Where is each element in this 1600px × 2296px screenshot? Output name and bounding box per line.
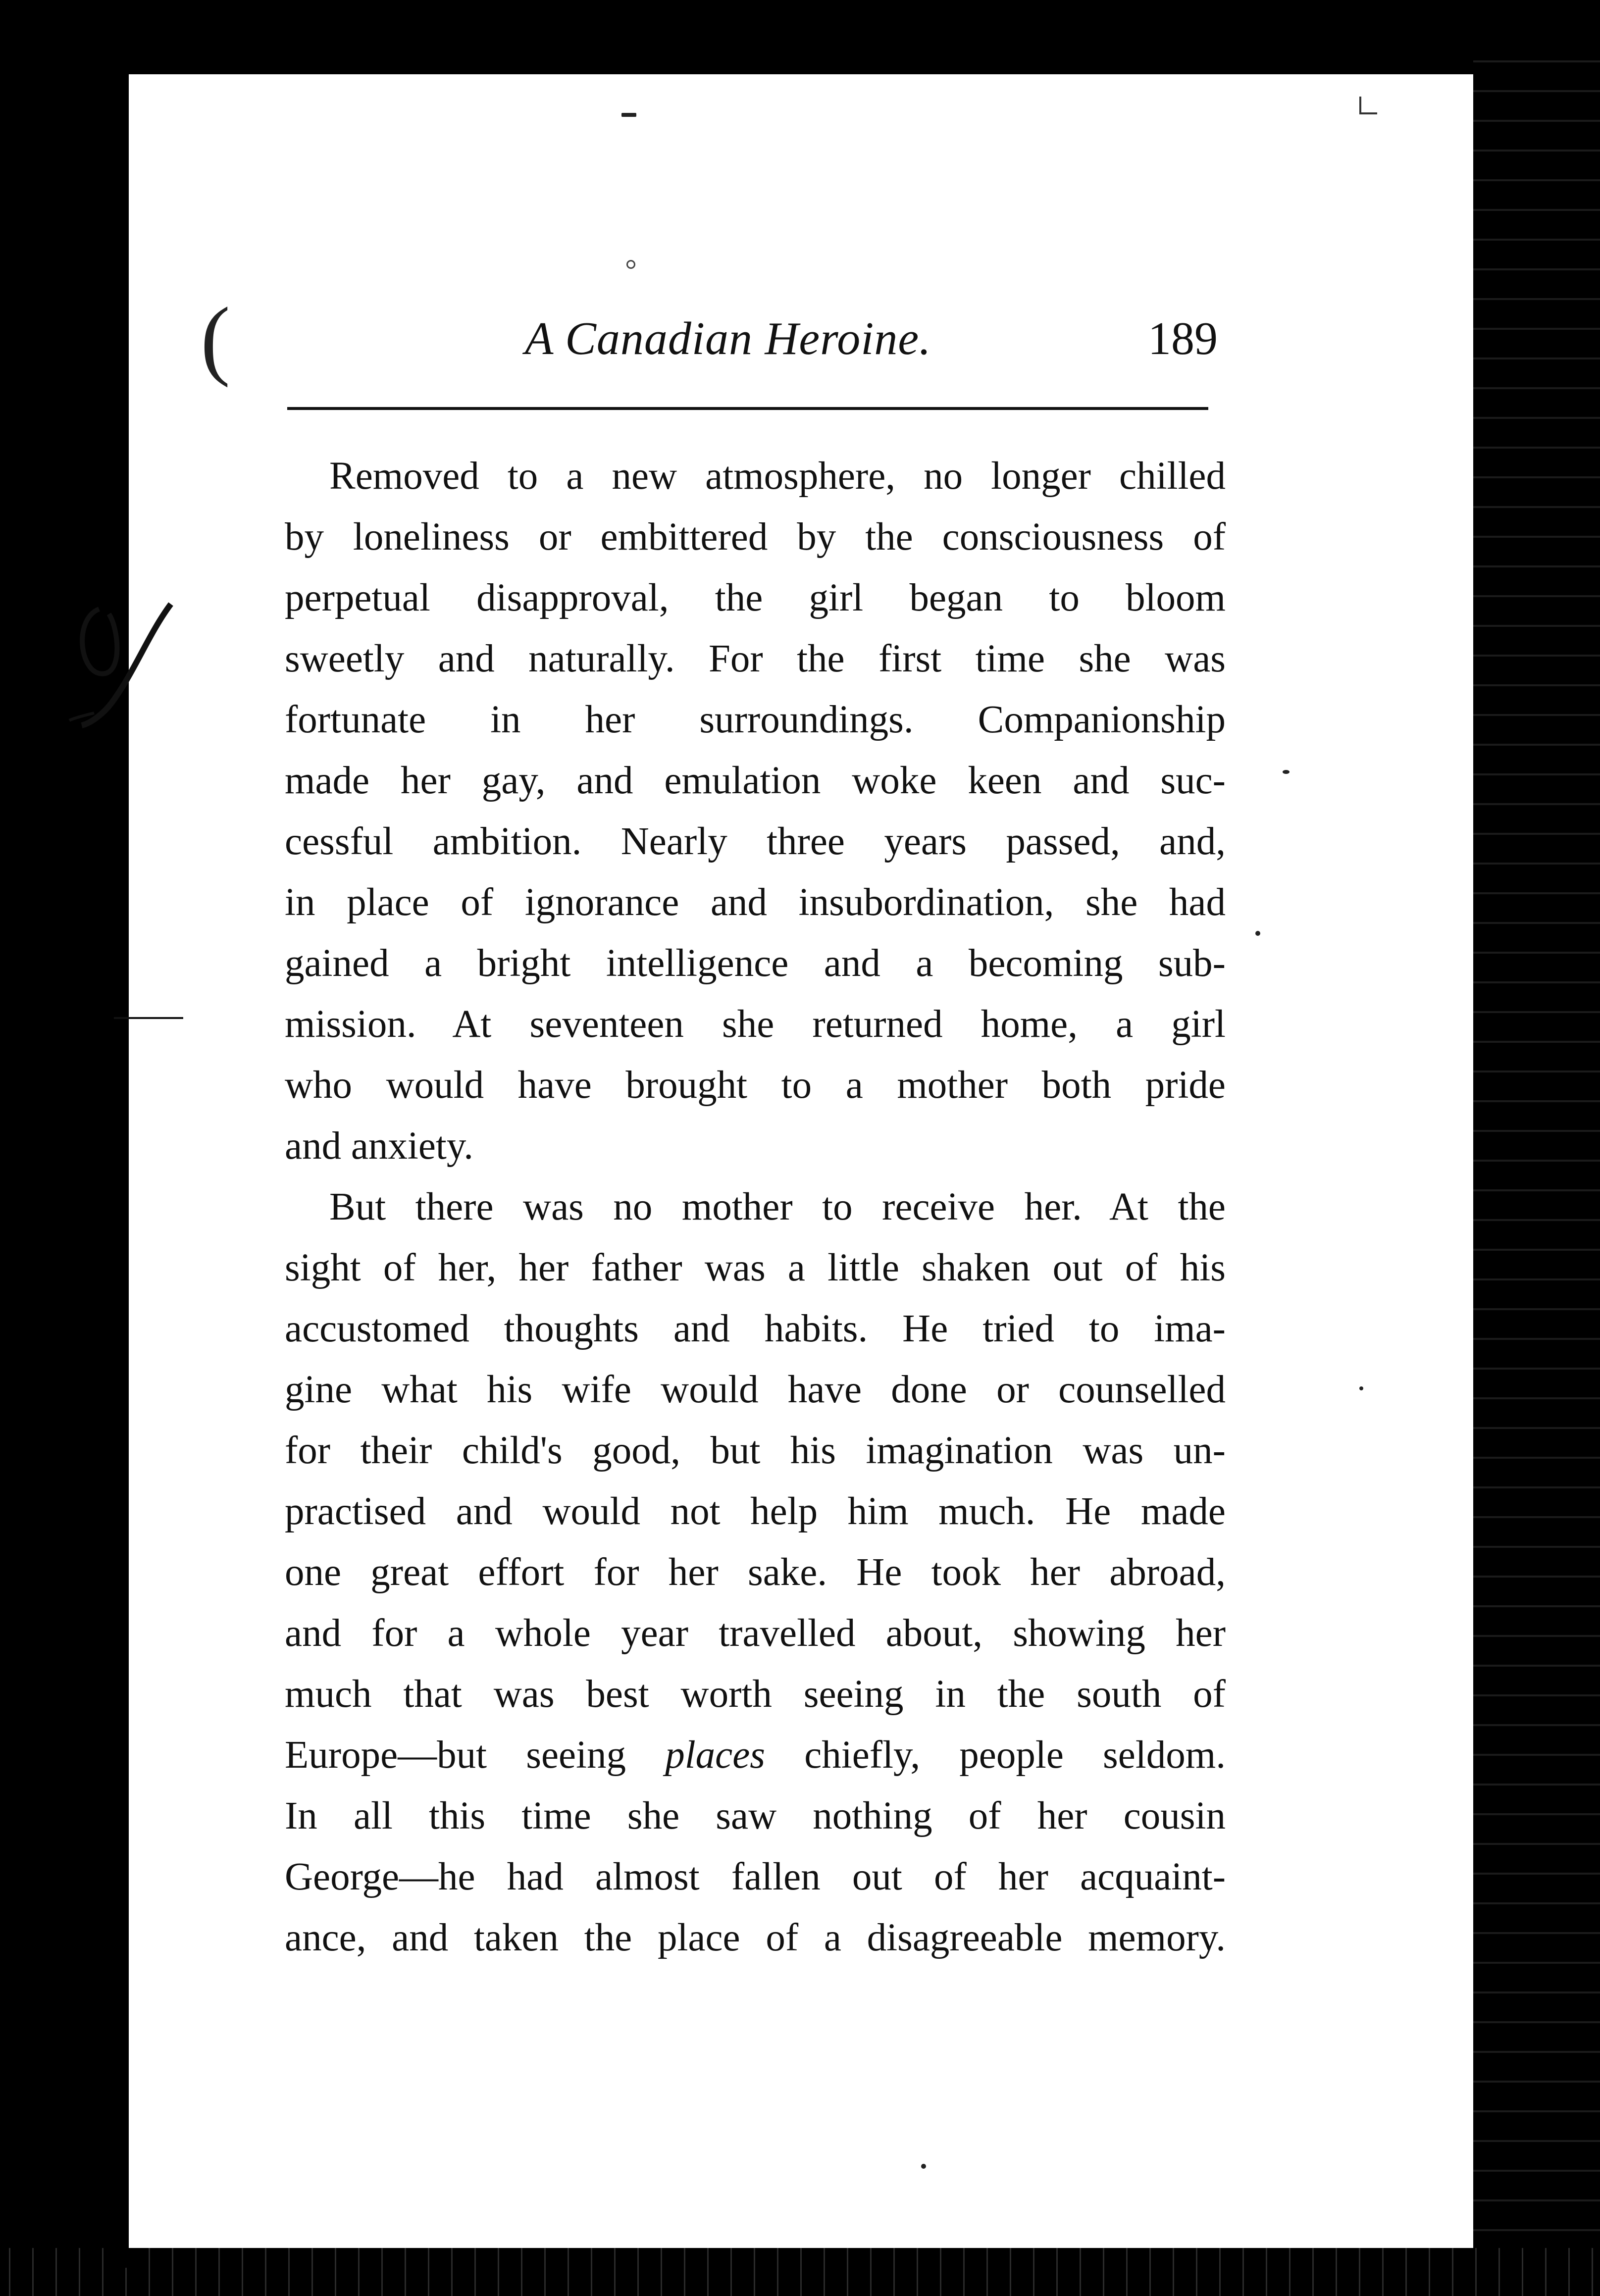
text-line: But there was no mother to receive her. At the [329, 1185, 1226, 1228]
text-line: who would have brought to a mother both pride [285, 1064, 1226, 1107]
text-line: one great effort for her sake. He took her abroad, [285, 1551, 1226, 1594]
text-line: mission. At seventeen she returned home, a girl [285, 1003, 1226, 1046]
margin-parenthesis-mark: ( [201, 289, 230, 388]
text-line: sweetly and naturally. For the first time she was [285, 637, 1226, 680]
text-line: by loneliness or embittered by the consciousness of [285, 515, 1226, 559]
text-line: gine what his wife would have done or counselled [285, 1368, 1226, 1411]
text-line: accustomed thoughts and habits. He tried to ima- [285, 1307, 1226, 1350]
margin-pencil-annotation [64, 589, 193, 738]
text-line: Removed to a new atmosphere, no longer chilled [329, 455, 1226, 498]
scan-bottom-edge [0, 2248, 1600, 2296]
scan-top-edge [0, 0, 1600, 74]
text-line: and anxiety. [285, 1124, 473, 1168]
text-line: and for a whole year travelled about, showing her [285, 1612, 1226, 1655]
text-line: practised and would not help him much. He made [285, 1490, 1226, 1533]
text-line: cessful ambition. Nearly three years passed, and, [285, 820, 1226, 863]
text-line: George—he had almost fallen out of her acquaint- [285, 1855, 1226, 1898]
text-line-with-italic [285, 1725, 1226, 1786]
text-line: much that was best worth seeing in the south of [285, 1673, 1226, 1716]
text-segment: Europe—but seeing [285, 1734, 626, 1777]
text-line: in place of ignorance and insubordination, she had [285, 881, 1226, 924]
scan-speck [626, 260, 635, 269]
scan-right-edge [1473, 50, 1600, 2296]
margin-dash-mark [114, 1017, 183, 1019]
text-line: gained a bright intelligence and a becoming sub- [285, 942, 1226, 985]
scan-speck [1359, 97, 1377, 114]
header-rule [287, 407, 1208, 410]
text-line: made her gay, and emulation woke keen and suc- [285, 759, 1226, 802]
scan-speck [1283, 770, 1290, 774]
scan-speck [1255, 931, 1260, 936]
text-segment: chiefly, people seldom. [804, 1734, 1226, 1777]
body-text [285, 446, 1226, 1968]
italic-word: places [665, 1734, 766, 1777]
text-line: ance, and taken the place of a disagreeable memory. [285, 1916, 1226, 1959]
text-line: fortunate in her surroundings. Companionship [285, 698, 1226, 741]
text-line: perpetual disapproval, the girl began to bloom [285, 576, 1226, 619]
text-line: for their child's good, but his imagination was un- [285, 1429, 1226, 1472]
running-head-title: A Canadian Heroine. [525, 313, 931, 364]
text-line: In all this time she saw nothing of her cousin [285, 1794, 1226, 1837]
scan-speck [921, 2164, 926, 2169]
scan-speck [1359, 1386, 1363, 1390]
page-number: 189 [1148, 313, 1218, 364]
text-line: sight of her, her father was a little shaken out of his [285, 1246, 1226, 1289]
scan-speck [621, 113, 636, 117]
binding-gutter [105, 64, 129, 2268]
